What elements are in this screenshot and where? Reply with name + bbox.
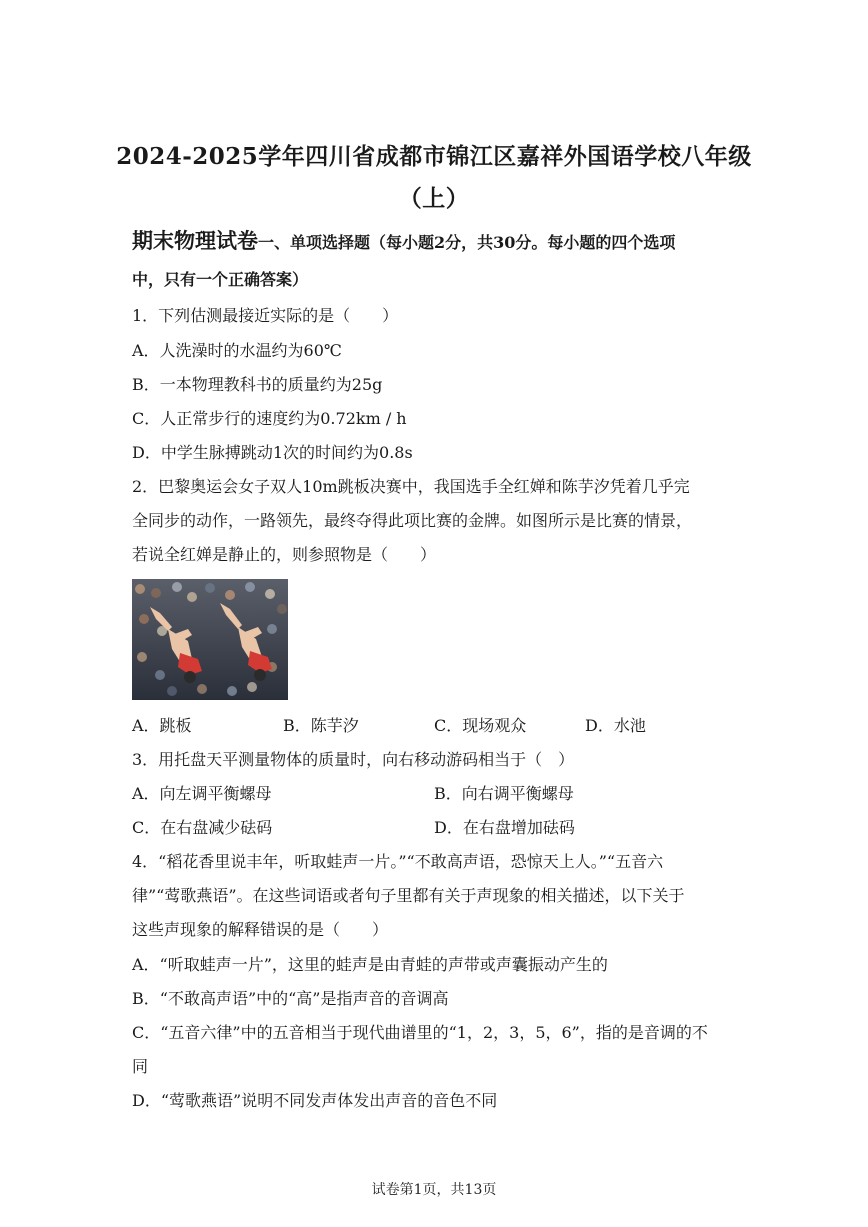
question-4-stem-line2: 律”“莺歌燕语”。在这些词语或者句子里都有关于声现象的相关描述，以下关于 <box>132 886 685 905</box>
question-4-option-d: D．“莺歌燕语”说明不同发声体发出声音的音色不同 <box>132 1091 498 1110</box>
question-2-stem-line3: 若说全红婵是静止的，则参照物是（ ） <box>132 545 437 564</box>
exam-subtitle: 期末物理试卷 <box>132 228 258 253</box>
question-2-option-b: B．陈芋汐 <box>283 716 359 735</box>
question-1-option-a: A．人洗澡时的水温约为60℃ <box>132 341 342 360</box>
question-4-option-a: A．“听取蛙声一片”，这里的蛙声是由青蛙的声带或声囊振动产生的 <box>132 955 608 974</box>
question-2-stem-line1: 2．巴黎奥运会女子双人10m跳板决赛中，我国选手全红婵和陈芋汐凭着几乎完 <box>132 477 690 496</box>
question-3-option-d: D．在右盘增加砝码 <box>434 818 575 837</box>
question-2-option-c: C．现场观众 <box>434 716 527 735</box>
question-3-stem: 3．用托盘天平测量物体的质量时，向右移动游码相当于（ ） <box>132 750 575 769</box>
section-heading <box>132 223 752 261</box>
question-4-option-b: B．“不敢高声语”中的“高”是指声音的音调高 <box>132 989 449 1008</box>
question-4-option-c-line1: C．“五音六律”中的五音相当于现代曲谱里的“1，2，3，5，6”，指的是音调的不 <box>132 1023 708 1042</box>
section-heading-text: 一、单项选择题（每小题2分，共30分。每小题的四个选项 <box>258 233 676 252</box>
question-2-option-d: D．水池 <box>585 716 646 735</box>
question-2-option-a: A．跳板 <box>132 716 192 735</box>
section-heading-continued: 中，只有一个正确答案） <box>132 270 309 289</box>
question-3-option-b: B．向右调平衡螺母 <box>434 784 574 803</box>
question-3-option-a: A．向左调平衡螺母 <box>132 784 272 803</box>
question-3-option-c: C．在右盘减少砝码 <box>132 818 273 837</box>
diving-photo <box>132 579 288 700</box>
question-4-option-c-line2: 同 <box>132 1057 149 1076</box>
question-4-stem-line1: 4．“稻花香里说丰年，听取蛙声一片。”“不敢高声语，恐惊天上人。”“五音六 <box>132 852 664 871</box>
question-1-stem: 1．下列估测最接近实际的是（ ） <box>132 306 399 325</box>
exam-title-line1: 2024-2025学年四川省成都市锦江区嘉祥外国语学校八年级 <box>116 143 752 170</box>
question-1-option-c: C．人正常步行的速度约为0.72km / h <box>132 409 407 428</box>
question-2-stem-line2: 全同步的动作，一路领先，最终夺得此项比赛的金牌。如图所示是比赛的情景， <box>132 511 693 530</box>
question-1-option-b: B．一本物理教科书的质量约为25g <box>132 375 383 394</box>
exam-title-line2: （上） <box>398 185 470 212</box>
page-footer: 试卷第1页，共13页 <box>371 1182 497 1198</box>
question-4-stem-line3: 这些声现象的解释错误的是（ ） <box>132 920 389 939</box>
question-1-option-d: D．中学生脉搏跳动1次的时间约为0.8s <box>132 443 413 462</box>
